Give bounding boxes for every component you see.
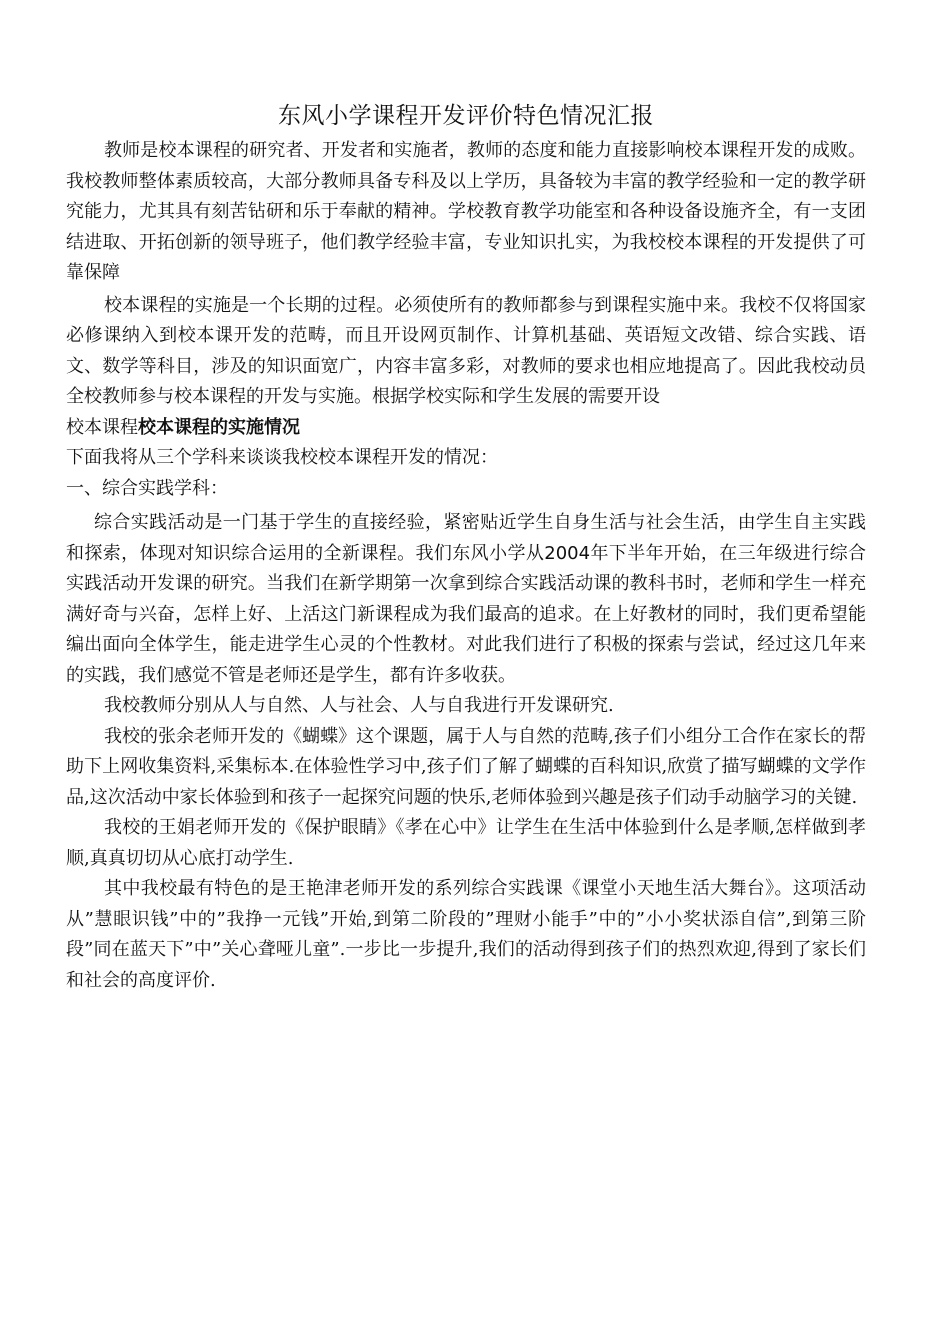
document-page xyxy=(66,96,866,996)
document-title: 东风小学课程开发评价特色情况汇报 xyxy=(278,103,654,129)
paragraph-teacher-qualifications: 教师是校本课程的研究者、开发者和实施者，教师的态度和能力直接影响校本课程开发的成败。我校教师整体素质较高，大部分教师具备专科及以上学历，具备较为丰富的教学经验和一定的教学研究能力，尤其具有刻苦钻研和乐于奉献的精神。学校教育教学功能室和各种设备设施齐全，有一支团结进取、开拓创新的领导班子，他们教学经验丰富，专业知识扎实，为我校校本课程的开发提供了可靠保障 xyxy=(66,140,866,283)
paragraph-text-part-a: 综合实践活动是一门基于学生的直接经验，紧密贴近学生自身生活与社会生活，由学生自主实践和探索，体现对知识综合运用的全新课程。我们东风小学从 xyxy=(66,512,866,564)
paragraph-text-part-b: 年下半年开始，在三年级进行综合实践活动开发课的研究。当我们在新学期第一次拿到综合实践活动课的教科书时，老师和学生一样充满好奇与兴奋，怎样上好、上活这门新课程成为我们最高的追求。在上好教材的同时，我们更希望能编出面向全体学生，能走进学生心灵的个性教材。对此我们进行了积极的探索与尝试，经过这几年来的实践，我们感觉不管是老师还是学生，都有许多收获。 xyxy=(66,542,866,686)
subheading-comprehensive-practice: 一、综合实践学科： xyxy=(66,477,228,499)
paragraph-course-implementation: 校本课程的实施是一个长期的过程。必须使所有的教师都参与到课程实施中来。我校不仅将国家必修课纳入到校本课开发的范畴，而且开设网页制作、计算机基础、英语短文改错、综合实践、语文、数学等科目，涉及的知识面宽广，内容丰富多彩，对教师的要求也相应地提高了。因此我校动员全校教师参与校本课程的开发与实施。根据学校实际和学生发展的需要开设 xyxy=(66,294,866,407)
section-heading-prefix: 校本课程 xyxy=(66,416,138,438)
paragraph-featured-course: 其中我校最有特色的是王艳津老师开发的系列综合实践课《课堂小天地生活大舞台》。这项活动从”慧眼识钱”中的”我挣一元钱”开始,到第二阶段的”理财小能手”中的”小小奖状添自信”,到第三阶段”同在蓝天下”中”关心聋哑儿童”.一步比一步提升,我们的活动得到孩子们的热烈欢迎,得到了家长们和社会的高度评价. xyxy=(66,878,866,991)
paragraph-eye-care-course: 我校的王娟老师开发的《保护眼睛》《孝在心中》让学生在生活中体验到什么是孝顺,怎样做到孝顺,真真切切从心底打动学生. xyxy=(66,817,866,869)
paragraph-butterfly-course: 我校的张余老师开发的《蝴蝶》这个课题，属于人与自然的范畴,孩子们小组分工合作在家长的帮助下上网收集资料,采集标本.在体验性学习中,孩子们了解了蝴蝶的百科知识,欣赏了描写蝴蝶的文学作品,这次活动中家长体验到和孩子一起探究问题的快乐,老师体验到兴趣是孩子们动手动脑学习的关键. xyxy=(66,725,866,808)
paragraph-research-areas: 我校教师分别从人与自然、人与社会、人与自我进行开发课研究. xyxy=(104,695,614,716)
paragraph-intro-three-subjects: 下面我将从三个学科来谈谈我校校本课程开发的情况： xyxy=(66,447,498,468)
year-number: 2004 xyxy=(544,542,591,564)
section-heading-bold: 校本课程的实施情况 xyxy=(138,416,300,438)
paragraph-comprehensive-practice xyxy=(66,508,866,691)
section-heading-implementation xyxy=(66,413,866,444)
